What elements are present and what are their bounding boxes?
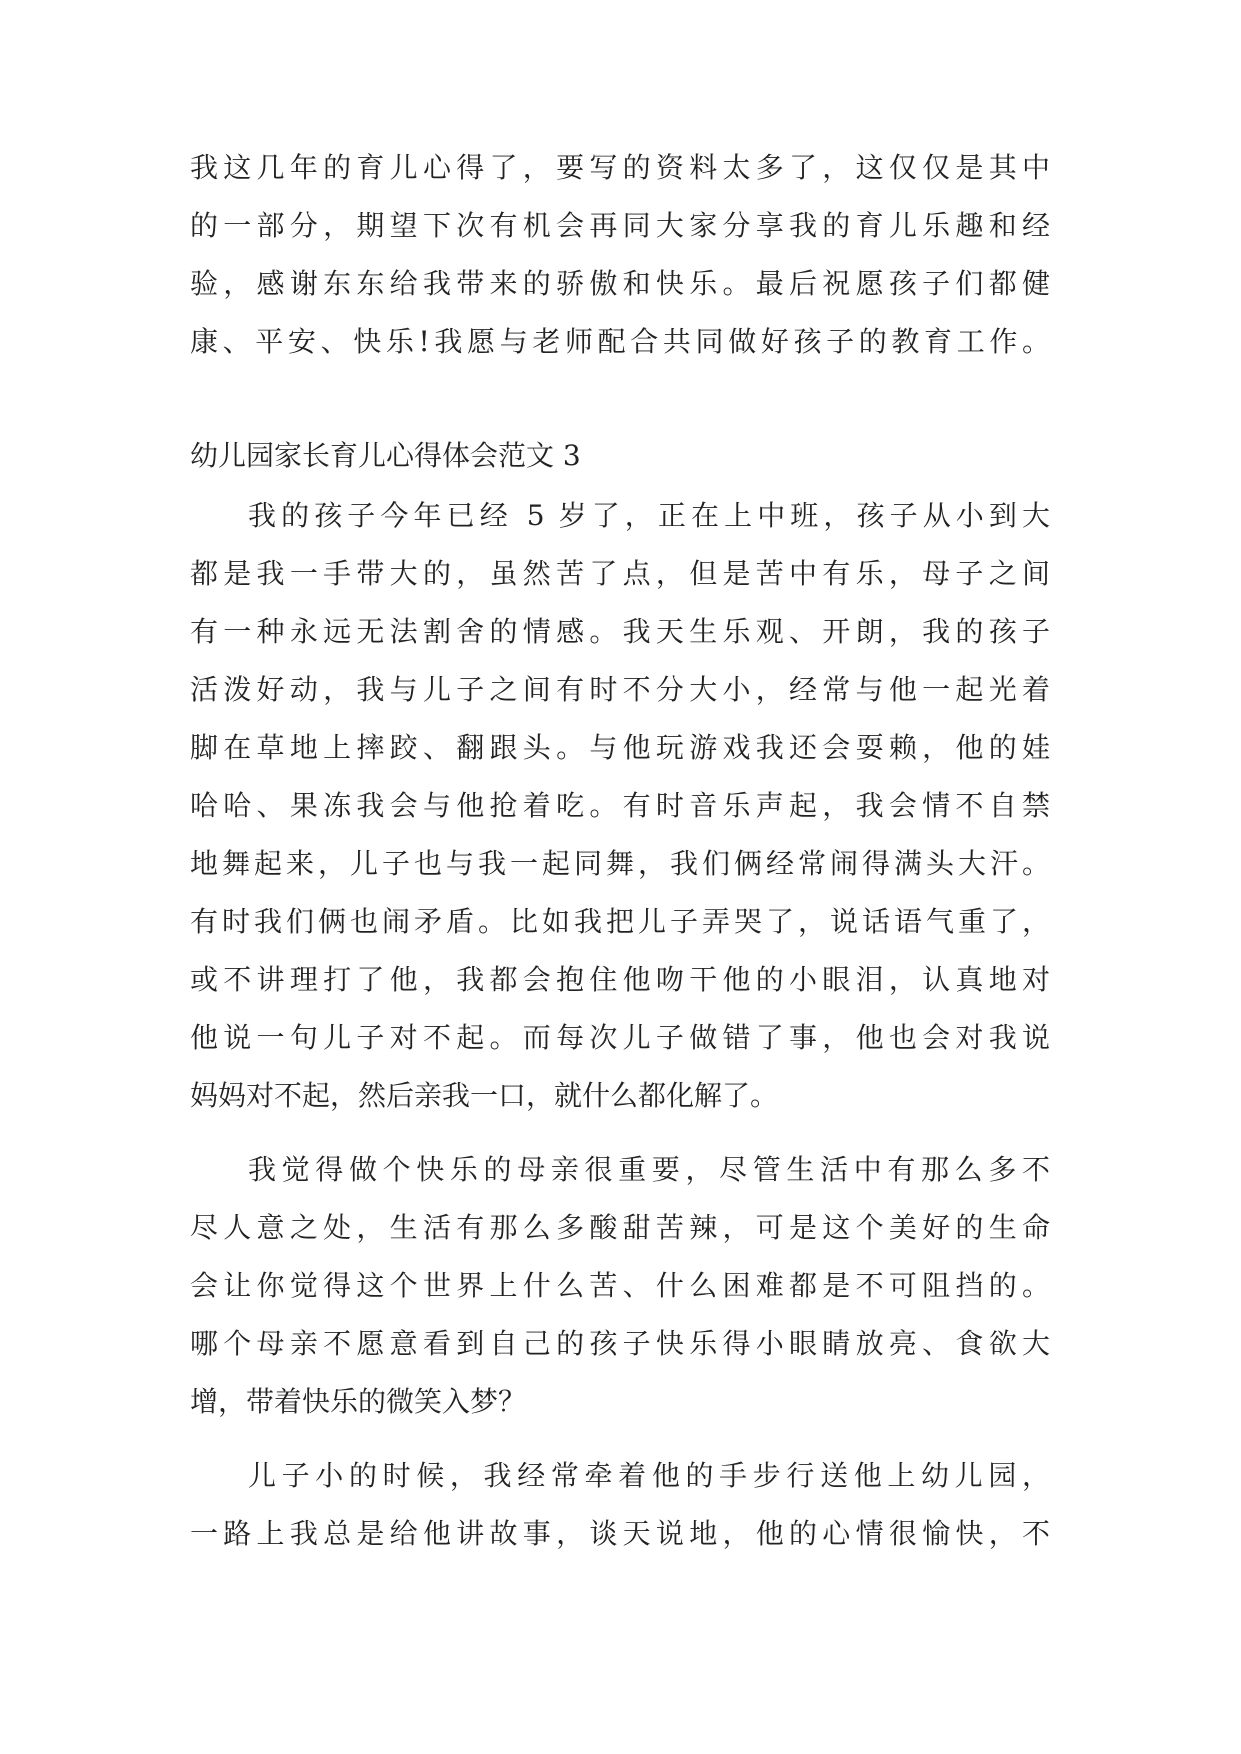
paragraph-2-line-9: 或不讲理打了他，我都会抱住他吻干他的小眼泪，认真地对 xyxy=(190,963,1050,996)
paragraph-2-line-5: 脚在草地上摔跤、翻跟头。与他玩游戏我还会耍赖，他的娃 xyxy=(190,731,1050,764)
paragraph-2-line-8: 有时我们俩也闹矛盾。比如我把儿子弄哭了，说话语气重了， xyxy=(190,905,1050,938)
paragraph-2-line-11: 妈妈对不起，然后亲我一口，就什么都化解了。 xyxy=(190,1079,779,1112)
paragraph-2-line-10: 他说一句儿子对不起。而每次儿子做错了事，他也会对我说 xyxy=(190,1021,1050,1054)
paragraph-1-line-3: 验，感谢东东给我带来的骄傲和快乐。最后祝愿孩子们都健 xyxy=(190,267,1050,300)
paragraph-3-line-1: 我觉得做个快乐的母亲很重要，尽管生活中有那么多不 xyxy=(248,1153,1050,1186)
paragraph-2-line-1: 我的孩子今年已经 5 岁了，正在上中班，孩子从小到大 xyxy=(248,499,1050,532)
paragraph-2-line-2: 都是我一手带大的，虽然苦了点，但是苦中有乐，母子之间 xyxy=(190,557,1050,590)
paragraph-3-line-4: 哪个母亲不愿意看到自己的孩子快乐得小眼睛放亮、食欲大 xyxy=(190,1327,1050,1360)
paragraph-1-line-4: 康、平安、快乐!我愿与老师配合共同做好孩子的教育工作。 xyxy=(190,325,1050,358)
paragraph-2-line-7: 地舞起来，儿子也与我一起同舞，我们俩经常闹得满头大汗。 xyxy=(190,847,1050,880)
paragraph-3-line-5: 增，带着快乐的微笑入梦？ xyxy=(190,1385,527,1418)
paragraph-4-line-2: 一路上我总是给他讲故事，谈天说地，他的心情很愉快，不 xyxy=(190,1517,1050,1550)
paragraph-2-line-6: 哈哈、果冻我会与他抢着吃。有时音乐声起，我会情不自禁 xyxy=(190,789,1050,822)
paragraph-1-line-2: 的一部分，期望下次有机会再同大家分享我的育儿乐趣和经 xyxy=(190,209,1050,242)
paragraph-2-line-4: 活泼好动，我与儿子之间有时不分大小，经常与他一起光着 xyxy=(190,673,1050,706)
paragraph-4-line-1: 儿子小的时候，我经常牵着他的手步行送他上幼儿园， xyxy=(248,1459,1050,1492)
paragraph-3-line-2: 尽人意之处，生活有那么多酸甜苦辣，可是这个美好的生命 xyxy=(190,1211,1050,1244)
section-heading: 幼儿园家长育儿心得体会范文 3 xyxy=(190,439,581,472)
paragraph-2-line-3: 有一种永远无法割舍的情感。我天生乐观、开朗，我的孩子 xyxy=(190,615,1050,648)
paragraph-3-line-3: 会让你觉得这个世界上什么苦、什么困难都是不可阻挡的。 xyxy=(190,1269,1050,1302)
paragraph-1-line-1: 我这几年的育儿心得了，要写的资料太多了，这仅仅是其中 xyxy=(190,151,1050,184)
